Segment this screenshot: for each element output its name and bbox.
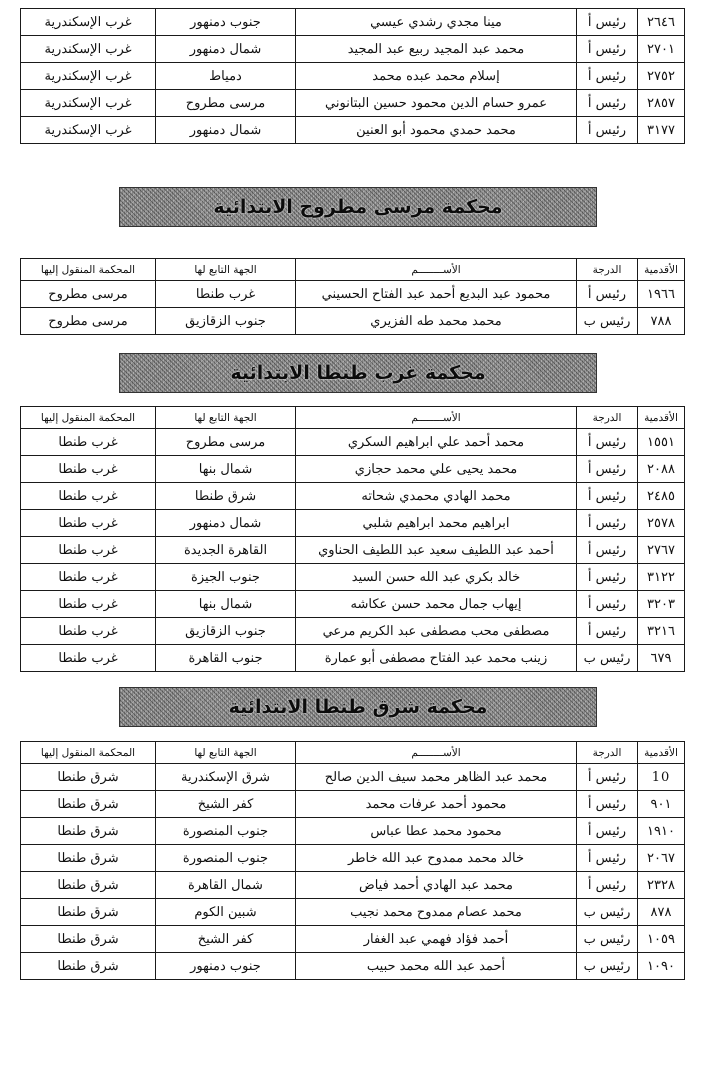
cell-destination: غرب طنطا <box>21 483 156 510</box>
cell-grade: رئيس أ <box>577 791 638 818</box>
table-row <box>21 90 685 117</box>
cell-grade: رئيس أ <box>577 90 638 117</box>
cell-origin: جنوب دمنهور <box>156 953 296 980</box>
section-table <box>20 741 685 980</box>
cell-destination: غرب طنطا <box>21 618 156 645</box>
cell-grade: رئيس أ <box>577 845 638 872</box>
cell-grade: رئيس أ <box>577 510 638 537</box>
cell-grade: رئيس أ <box>577 36 638 63</box>
cell-origin: شمال دمنهور <box>156 510 296 537</box>
cell-origin: كفر الشيخ <box>156 926 296 953</box>
table-row <box>21 429 685 456</box>
table-row <box>21 456 685 483</box>
header-seniority: الأقدمية <box>638 742 685 764</box>
cell-name: محمد محمد طه الفزيري <box>296 308 577 335</box>
table-row <box>21 591 685 618</box>
cell-seniority: ٣٢١٦ <box>638 618 685 645</box>
cell-origin: القاهرة الجديدة <box>156 537 296 564</box>
table-body <box>21 429 685 672</box>
cell-grade: رئيس ب <box>577 926 638 953</box>
cell-destination: غرب طنطا <box>21 645 156 672</box>
cell-name: زينب محمد عبد الفتاح مصطفى أبو عمارة <box>296 645 577 672</box>
cell-destination: غرب طنطا <box>21 564 156 591</box>
header-grade: الدرجة <box>577 742 638 764</box>
cell-seniority: 10 <box>638 764 685 791</box>
section-banner <box>119 187 597 227</box>
header-row <box>21 259 685 281</box>
cell-origin: شرق الإسكندرية <box>156 764 296 791</box>
cell-origin: جنوب دمنهور <box>156 9 296 36</box>
header-origin: الجهة التابع لها <box>156 742 296 764</box>
cell-name: محمد عبد الهادي أحمد فياض <box>296 872 577 899</box>
table-body <box>21 9 685 144</box>
cell-grade: رئيس أ <box>577 818 638 845</box>
table-row <box>21 872 685 899</box>
cell-destination: غرب الإسكندرية <box>21 63 156 90</box>
header-row <box>21 407 685 429</box>
cell-destination: غرب طنطا <box>21 456 156 483</box>
cell-seniority: ٢٣٢٨ <box>638 872 685 899</box>
table-row <box>21 117 685 144</box>
cell-seniority: ٦٧٩ <box>638 645 685 672</box>
cell-destination: شرق طنطا <box>21 926 156 953</box>
cell-destination: شرق طنطا <box>21 845 156 872</box>
cell-grade: رئيس أ <box>577 483 638 510</box>
cell-name: محمد عبد الظاهر محمد سيف الدين صالح <box>296 764 577 791</box>
cell-grade: رئيس أ <box>577 429 638 456</box>
cell-grade: رئيس أ <box>577 117 638 144</box>
cell-grade: رئيس ب <box>577 953 638 980</box>
cell-name: ابراهيم محمد ابراهيم شلبي <box>296 510 577 537</box>
cell-origin: شمال القاهرة <box>156 872 296 899</box>
cell-seniority: ٢٥٧٨ <box>638 510 685 537</box>
table-row <box>21 764 685 791</box>
cell-origin: جنوب الجيزة <box>156 564 296 591</box>
cell-origin: شمال دمنهور <box>156 117 296 144</box>
cell-origin: غرب طنطا <box>156 281 296 308</box>
table-body <box>21 281 685 335</box>
cell-grade: رئيس ب <box>577 899 638 926</box>
header-name: الأســــــــم <box>296 259 577 281</box>
cell-name: عمرو حسام الدين محمود حسين البتانوني <box>296 90 577 117</box>
cell-grade: رئيس أ <box>577 281 638 308</box>
table-row <box>21 308 685 335</box>
cell-name: محمود أحمد عرفات محمد <box>296 791 577 818</box>
cell-destination: شرق طنطا <box>21 764 156 791</box>
header-grade: الدرجة <box>577 407 638 429</box>
cell-seniority: ١٩٦٦ <box>638 281 685 308</box>
cell-grade: رئيس أ <box>577 456 638 483</box>
cell-seniority: ٧٨٨ <box>638 308 685 335</box>
cell-destination: غرب طنطا <box>21 591 156 618</box>
cell-grade: رئيس أ <box>577 564 638 591</box>
cell-seniority: ٢٤٨٥ <box>638 483 685 510</box>
cell-name: محمود عبد البديع أحمد عبد الفتاح الحسيني <box>296 281 577 308</box>
cell-name: مينا مجدي رشدي عيسي <box>296 9 577 36</box>
cell-destination: مرسى مطروح <box>21 281 156 308</box>
header-grade: الدرجة <box>577 259 638 281</box>
cell-destination: غرب طنطا <box>21 510 156 537</box>
table-row <box>21 483 685 510</box>
section-banner <box>119 687 597 727</box>
cell-grade: رئيس أ <box>577 537 638 564</box>
cell-seniority: ٢٧٥٢ <box>638 63 685 90</box>
cell-origin: جنوب القاهرة <box>156 645 296 672</box>
header-row <box>21 742 685 764</box>
cell-name: أحمد عبد الله محمد حبيب <box>296 953 577 980</box>
cell-name: محمد عصام ممدوح محمد نجيب <box>296 899 577 926</box>
cell-destination: شرق طنطا <box>21 872 156 899</box>
table-row <box>21 899 685 926</box>
cell-seniority: ٢٦٤٦ <box>638 9 685 36</box>
cell-grade: رئيس ب <box>577 308 638 335</box>
cell-seniority: ٢٨٥٧ <box>638 90 685 117</box>
cell-destination: غرب الإسكندرية <box>21 36 156 63</box>
cell-origin: جنوب الزقازيق <box>156 308 296 335</box>
cell-origin: دمياط <box>156 63 296 90</box>
cell-name: محمود محمد عطا عباس <box>296 818 577 845</box>
table-row <box>21 845 685 872</box>
table-row <box>21 564 685 591</box>
cell-destination: غرب الإسكندرية <box>21 90 156 117</box>
cell-grade: رئيس أ <box>577 9 638 36</box>
table-row <box>21 926 685 953</box>
cell-name: خالد محمد ممدوح عبد الله خاطر <box>296 845 577 872</box>
section-table <box>20 258 685 335</box>
cell-name: محمد عبد المجيد ربيع عبد المجيد <box>296 36 577 63</box>
cell-origin: جنوب المنصورة <box>156 845 296 872</box>
cell-origin: كفر الشيخ <box>156 791 296 818</box>
cell-seniority: ١٠٥٩ <box>638 926 685 953</box>
section-title: محكمة مرسى مطروح الابتدائية <box>213 196 503 218</box>
table-row <box>21 9 685 36</box>
cell-grade: رئيس أ <box>577 591 638 618</box>
header-origin: الجهة التابع لها <box>156 407 296 429</box>
table-row <box>21 618 685 645</box>
cell-seniority: ٣٢٠٣ <box>638 591 685 618</box>
table-row <box>21 537 685 564</box>
cell-seniority: ٢٠٦٧ <box>638 845 685 872</box>
cell-grade: رئيس ب <box>577 645 638 672</box>
cell-grade: رئيس أ <box>577 63 638 90</box>
section-table <box>20 406 685 672</box>
cell-destination: شرق طنطا <box>21 899 156 926</box>
table-row <box>21 36 685 63</box>
cell-origin: شبين الكوم <box>156 899 296 926</box>
table-row <box>21 63 685 90</box>
cell-name: محمد أحمد علي ابراهيم السكري <box>296 429 577 456</box>
table-body <box>21 764 685 980</box>
header-destination: المحكمة المنقول إليها <box>21 407 156 429</box>
cell-destination: غرب طنطا <box>21 537 156 564</box>
section-title: محكمة شرق طنطا الابتدائية <box>228 696 488 718</box>
section-title: محكمة غرب طنطا الابتدائية <box>230 362 486 384</box>
cell-origin: شرق طنطا <box>156 483 296 510</box>
table-row <box>21 953 685 980</box>
cell-name: محمد الهادي محمدي شحاته <box>296 483 577 510</box>
cell-seniority: ٨٧٨ <box>638 899 685 926</box>
table-row <box>21 645 685 672</box>
section-banner <box>119 353 597 393</box>
cell-seniority: ٣١٢٢ <box>638 564 685 591</box>
header-seniority: الأقدمية <box>638 407 685 429</box>
cell-seniority: ٩٠١ <box>638 791 685 818</box>
cell-name: إيهاب جمال محمد حسن عكاشه <box>296 591 577 618</box>
cell-seniority: ٢٧٠١ <box>638 36 685 63</box>
header-seniority: الأقدمية <box>638 259 685 281</box>
cell-destination: غرب طنطا <box>21 429 156 456</box>
cell-destination: غرب الإسكندرية <box>21 117 156 144</box>
cell-seniority: ١٩١٠ <box>638 818 685 845</box>
header-name: الأســــــــم <box>296 407 577 429</box>
cell-name: أحمد فؤاد فهمي عبد الغفار <box>296 926 577 953</box>
cell-destination: شرق طنطا <box>21 818 156 845</box>
cell-name: إسلام محمد عبده محمد <box>296 63 577 90</box>
cell-origin: جنوب المنصورة <box>156 818 296 845</box>
cell-seniority: ١٠٩٠ <box>638 953 685 980</box>
cell-origin: شمال دمنهور <box>156 36 296 63</box>
continuation-table <box>20 8 685 144</box>
cell-destination: غرب الإسكندرية <box>21 9 156 36</box>
table-row <box>21 281 685 308</box>
cell-origin: جنوب الزقازيق <box>156 618 296 645</box>
cell-origin: مرسى مطروح <box>156 90 296 117</box>
table-row <box>21 818 685 845</box>
header-name: الأســــــــم <box>296 742 577 764</box>
cell-name: محمد حمدي محمود أبو العنين <box>296 117 577 144</box>
cell-seniority: ١٥٥١ <box>638 429 685 456</box>
cell-seniority: ٢٧٦٧ <box>638 537 685 564</box>
cell-destination: شرق طنطا <box>21 953 156 980</box>
table-row <box>21 791 685 818</box>
cell-origin: مرسى مطروح <box>156 429 296 456</box>
header-destination: المحكمة المنقول إليها <box>21 259 156 281</box>
cell-seniority: ٣١٧٧ <box>638 117 685 144</box>
header-destination: المحكمة المنقول إليها <box>21 742 156 764</box>
table-row <box>21 510 685 537</box>
cell-name: محمد يحيى علي محمد حجازي <box>296 456 577 483</box>
header-origin: الجهة التابع لها <box>156 259 296 281</box>
cell-name: مصطفى محب مصطفى عبد الكريم مرعي <box>296 618 577 645</box>
cell-origin: شمال بنها <box>156 591 296 618</box>
cell-grade: رئيس أ <box>577 618 638 645</box>
cell-name: خالد بكري عبد الله حسن السيد <box>296 564 577 591</box>
cell-name: أحمد عبد اللطيف سعيد عبد اللطيف الحناوي <box>296 537 577 564</box>
cell-origin: شمال بنها <box>156 456 296 483</box>
cell-destination: مرسى مطروح <box>21 308 156 335</box>
cell-destination: شرق طنطا <box>21 791 156 818</box>
cell-grade: رئيس أ <box>577 764 638 791</box>
cell-grade: رئيس أ <box>577 872 638 899</box>
cell-seniority: ٢٠٨٨ <box>638 456 685 483</box>
